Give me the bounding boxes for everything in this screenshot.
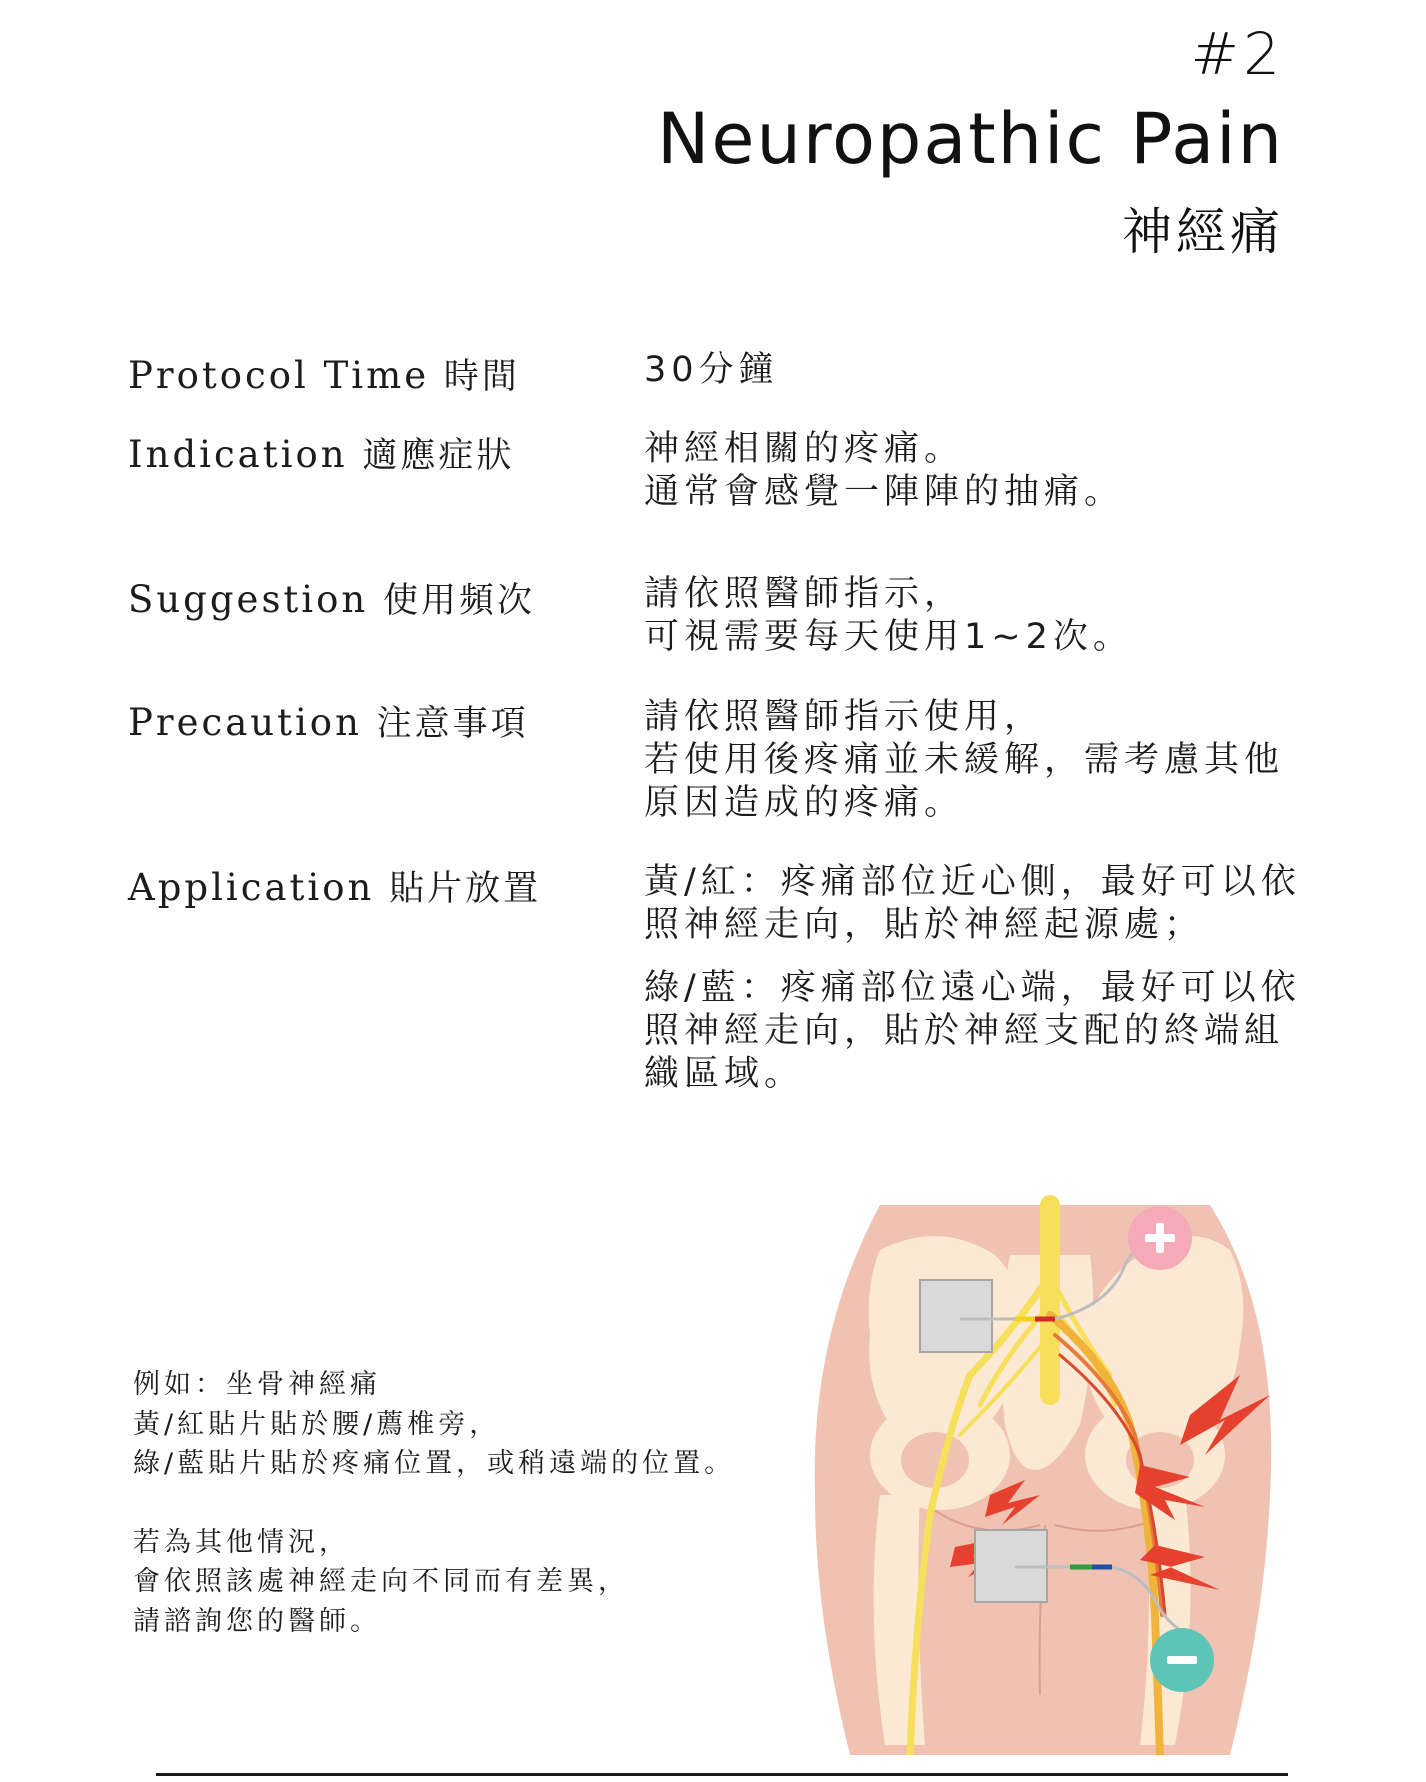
field-label <box>128 861 541 911</box>
example-line: 綠/藍貼片貼於疼痛位置，或稍遠端的位置。 <box>133 1448 736 1479</box>
field-label-zh: 時間 <box>443 357 520 397</box>
page-subtitle: 神經痛 <box>1122 203 1284 261</box>
field-value <box>644 428 1324 514</box>
field-label <box>128 573 535 623</box>
page-number: #2 <box>1190 20 1284 88</box>
field-label <box>128 349 520 399</box>
example-line: 黃/紅貼片貼於腰/薦椎旁， <box>133 1408 501 1440</box>
electrode-pad-top <box>920 1280 992 1352</box>
field-label-zh: 適應症狀 <box>362 436 515 476</box>
value-line: 原因造成的疼痛。 <box>644 783 965 823</box>
bottom-divider <box>156 1773 1288 1776</box>
example-note <box>133 1365 735 1641</box>
example-line: 會依照該處神經走向不同而有差異， <box>133 1566 629 1597</box>
field-value <box>644 349 1324 392</box>
field-label-zh: 使用頻次 <box>383 581 536 621</box>
example-line: 請諮詢您的醫師。 <box>133 1605 381 1637</box>
value-line: 請依照醫師指示， <box>644 574 965 614</box>
field-label-en: Application <box>128 866 375 909</box>
value-line: 綠/藍：疼痛部位遠心端，最好可以依 <box>644 968 1301 1008</box>
field-value <box>644 573 1324 659</box>
field-label <box>128 696 529 746</box>
value-line: 織區域。 <box>644 1054 805 1094</box>
value-line: 若使用後疼痛並未緩解，需考慮其他 <box>644 740 1285 780</box>
example-line: 若為其他情況， <box>133 1526 350 1558</box>
field-label-zh: 注意事項 <box>376 704 529 744</box>
field-label-en: Precaution <box>128 701 362 744</box>
page-title: Neuropathic Pain <box>657 98 1284 180</box>
value-line: 30分鐘 <box>644 350 779 390</box>
field-value <box>644 861 1324 1096</box>
value-line: 照神經走向，貼於神經起源處； <box>644 905 1205 945</box>
field-label-zh: 貼片放置 <box>389 869 542 909</box>
example-line: 例如：坐骨神經痛 <box>133 1369 381 1400</box>
value-line: 神經相關的疼痛。 <box>644 429 965 469</box>
pelvis-illustration <box>810 1195 1390 1755</box>
value-line: 可視需要每天使用1~2次。 <box>644 617 1133 657</box>
field-value <box>644 696 1324 825</box>
value-line: 照神經走向，貼於神經支配的終端組 <box>644 1011 1285 1051</box>
field-label <box>128 428 514 478</box>
field-label-en: Indication <box>128 433 348 476</box>
positive-terminal-icon <box>1128 1206 1192 1270</box>
value-line: 通常會感覺一陣陣的抽痛。 <box>644 472 1125 512</box>
value-line: 黃/紅：疼痛部位近心側，最好可以依 <box>644 862 1301 902</box>
field-label-en: Suggestion <box>128 578 369 621</box>
value-line: 請依照醫師指示使用， <box>644 697 1045 737</box>
negative-terminal-icon <box>1150 1628 1214 1692</box>
field-label-en: Protocol Time <box>128 354 430 397</box>
